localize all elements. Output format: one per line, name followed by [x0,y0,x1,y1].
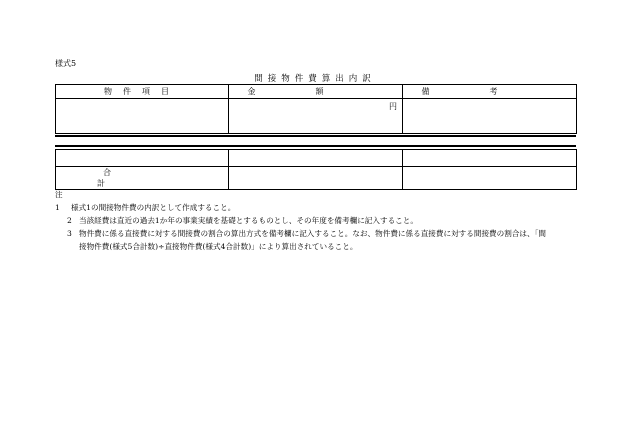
note-continuation: 接物件費(様式5合計数)÷直接物件費(様式4合計数)」により算出されていること。 [79,242,358,251]
remarks-cell[interactable] [403,99,577,134]
amount-cell[interactable] [229,99,403,134]
divider [55,145,576,147]
note-number: 注1 [55,190,63,212]
note-text: 様式1の間接物件費の内訳として作成すること。 [71,203,236,212]
yen-unit: 円 [389,102,397,111]
column-header-amount: 金額 [229,85,403,99]
note-text: 物件費に係る直接費に対する間接費の割合の算出方式を備考欄に記入すること。なお、物件費に係る直接費に対する間接費の割合は、「間 [79,229,547,238]
form-label: 様式5 [55,59,77,68]
table-row [56,99,577,134]
breakdown-table [55,84,577,134]
remarks-cell[interactable] [403,150,577,167]
table-header-row [56,85,577,99]
note-number: 3 [67,229,72,238]
item-cell[interactable] [56,99,229,134]
notes [55,188,585,253]
note-text: 当該経費は直近の過去1か年の事業実績を基礎とするものとし、その年度を備考欄に記入すること。 [79,216,418,225]
table-row [56,150,577,167]
item-cell[interactable] [56,150,229,167]
column-header-item: 物件項目 [56,85,229,99]
total-remarks-cell[interactable] [403,167,577,190]
amount-cell[interactable] [229,150,403,167]
total-amount-cell[interactable] [229,167,403,190]
note-item [55,227,585,240]
note-number: 2 [67,216,72,225]
divider [55,135,576,137]
total-label: 合計 [97,168,181,188]
total-label-cell [56,167,229,190]
column-header-remarks: 備考 [403,85,577,99]
note-item [55,188,585,214]
total-row [56,167,577,190]
total-table [55,149,577,190]
note-item [55,214,585,227]
page-title: 間接物件費算出内訳 [254,74,376,84]
